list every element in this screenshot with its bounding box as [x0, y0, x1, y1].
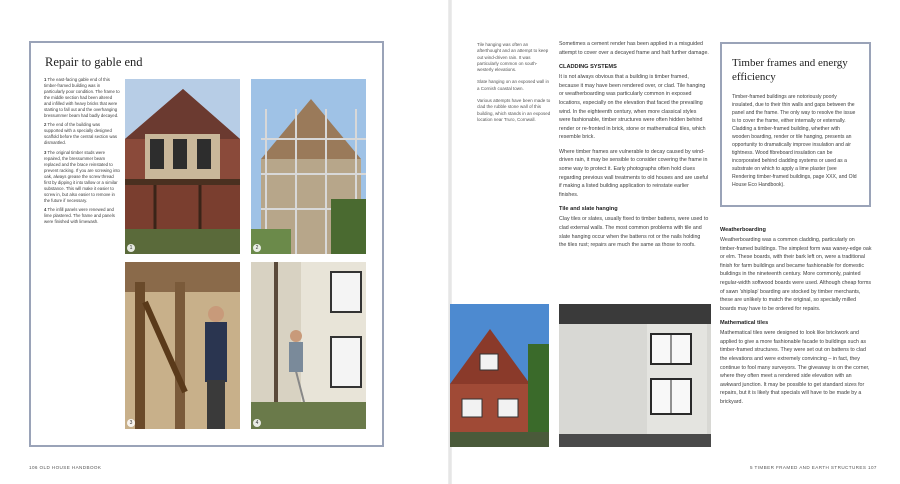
photo-slate-hung-wall — [559, 304, 711, 447]
step-2: 2 The end of the building was supported with a specially designed scaffold before the central section was dismantled. — [44, 122, 118, 146]
photo-repairing-studs — [125, 262, 240, 429]
photo-scaffold — [251, 79, 366, 254]
left-folio: 106 OLD HOUSE HANDBOOK — [29, 465, 102, 470]
mathematical-tiles-paragraph: Mathematical tiles were designed to look like brickwork and applied to give a more fashionable facade to buildings such as timber-framed structures. They were set out on battens to clad the elevations and were extremely convincing – in fact, they continue to fool many surveyors. The giveaway is on the corner, where they often meet a rendered side elevation with an awkward junction. It may be possible to get standard sizes for repairs, but it is likely that specials will have to be made by a brickyard. — [720, 330, 870, 405]
photo-number-1: 1 — [127, 244, 135, 252]
photo-finished-gable — [251, 262, 366, 429]
cladding-paragraph-2: Where timber frames are vulnerable to decay caused by wind-driven rain, it may be sensible to consider covering the frame in some way to protect it. Early photographs often hold clues regarding previous wall treatments to old houses and are useful if making a listed building application to reinstate earlier finishes. — [559, 148, 708, 198]
cladding-heading: CLADDING SYSTEMS — [559, 64, 617, 71]
right-folio: 5 TIMBER FRAMED AND EARTH STRUCTURES 107 — [750, 465, 877, 470]
step-3: 3 The original timber studs were repaired, the bressummer beam replaced and the brace reinstated to prevent racking. If you are screwing into oak, always grease the screw thread first by dipping it into tallow or a similar substance. This will make it easier to screw in, but also easier to remove in the future if necessary. — [44, 150, 120, 203]
caption-1: Tile hanging was often an afterthought and an attempt to keep out wind-driven rain. It was particularly common on south-westerly elevations. — [477, 42, 549, 73]
energy-box-body: Timber-framed buildings are notoriously poorly insulated, due to their thin walls and gaps between the panel and the frame. The only way to resolve the issue is to cover the frame, either internally or externally. Cladding a timber-framed building, whether with wooden boarding, render or tile hanging, presents an opportunity to dramatically improve insulation and air tightness. Wood fibreboard insulation can be incorporated behind cladding systems or used as a substrate on which to apply a lime plaster (see Rendering timber-framed buildings, page XXX, and Old House Eco Handbook). — [732, 93, 857, 189]
photo-captions — [477, 42, 552, 129]
step-4: 4 The infill panels were renewed and lime plastered. The frame and panels were finished with limewash. — [44, 207, 115, 225]
photo-tile-hung-house — [450, 304, 549, 447]
photo-number-3: 3 — [127, 419, 135, 427]
step-1: 1 The east-facing gable end of this timber-framed building was in particularly poor condition. The frame to the middle section had been altered and infilled with heavy bricks that were starting to fall out and the overhanging bressummer beam had badly decayed. — [44, 77, 120, 118]
intro-paragraph: Sometimes a cement render has been applied in a misguided attempt to cover over a decayed frame and halt further damage. — [559, 41, 709, 56]
photo-number-2: 2 — [253, 244, 261, 252]
second-text-column — [720, 226, 872, 413]
photo-number-4: 4 — [253, 419, 261, 427]
tile-slate-heading: Tile and slate hanging — [559, 206, 618, 213]
caption-2: Slate hanging on an exposed wall in a Cornish coastal town. — [477, 79, 550, 91]
energy-box-title: Timber frames and energy efficiency — [732, 57, 848, 84]
weatherboarding-paragraph: Weatherboarding was a common cladding, particularly on timber-framed buildings. The simplest form was waney-edge oak or elm. These boards, with their bark left on, were a traditional finish for farm buildings and became fashionable for domestic buildings in the nineteenth century. More commonly, painted regular-width softwood boards were used. Although cheap forms of sawn 'shiplap' boarding are stocked by timber merchants, these are unlikely to match the original, so specially milled boards may have to be ordered for repairs. — [720, 237, 872, 312]
main-text-column — [559, 40, 709, 256]
caption-3: Various attempts have been made to clad the rubble stone wall of this building, which stands in an exposed location near Truro, Cornwall. — [477, 98, 551, 122]
mathematical-tiles-heading: Mathematical tiles — [720, 320, 769, 327]
weatherboarding-heading: Weatherboarding — [720, 227, 766, 233]
tile-slate-paragraph: Clay tiles or slates, usually fixed to timber battens, were used to clad external walls. The most common problems with tile and slate hanging occur when the battens rot or the nails holding the tiles rust; repairs are much the same as those to roofs. — [559, 216, 709, 249]
energy-efficiency-box — [720, 42, 871, 207]
steps-list — [44, 77, 120, 229]
photo-gable-before — [125, 79, 240, 254]
cladding-paragraph-1: It is not always obvious that a building is timber framed, because it may have been rendered over, or clad. Tile hanging or weatherboarding was particularly common in exposed locations, especially on the elevation that faced the prevailing wind. In the eighteenth century, when more classical styles were fashionable, timber structures were often hidden behind render or re-fronted in brick, stone or mathematical tiles, which resemble brick. — [559, 74, 706, 141]
feature-title: Repair to gable end — [45, 55, 143, 69]
